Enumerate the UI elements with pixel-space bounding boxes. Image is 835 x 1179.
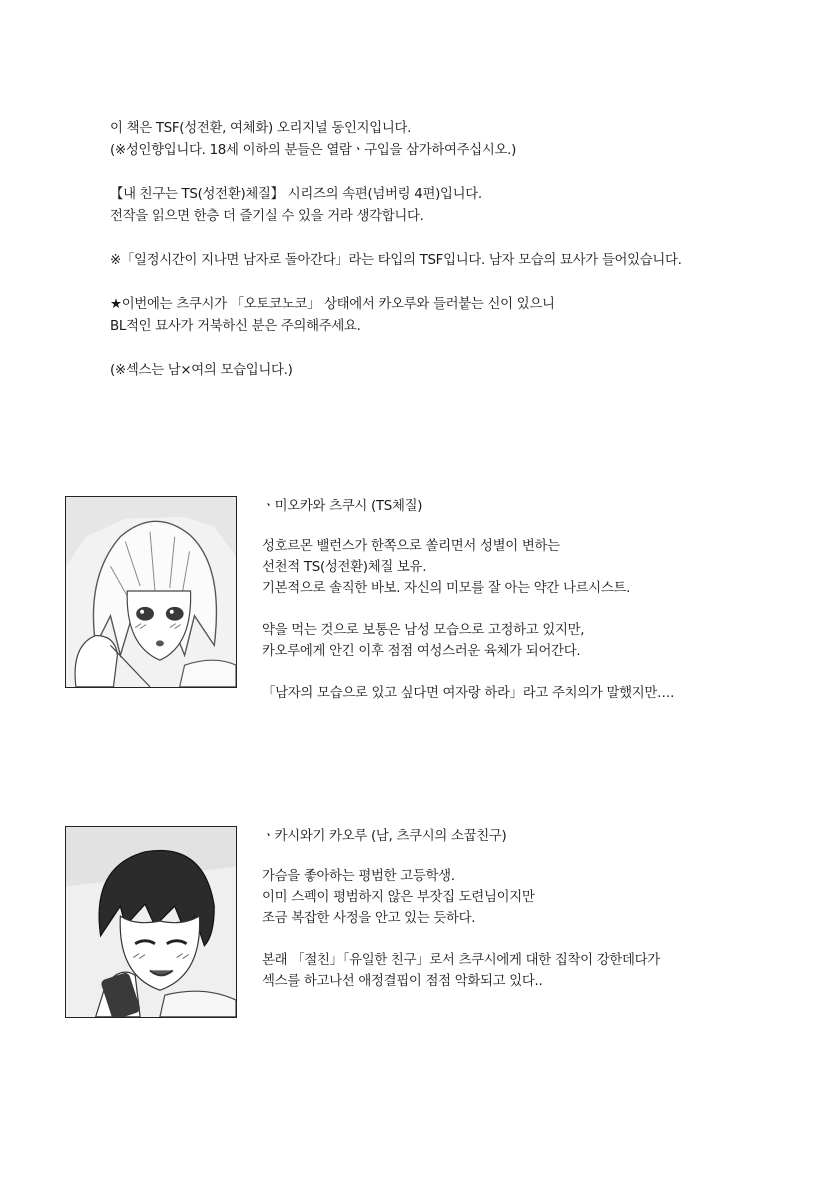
intro-line: 이 책은 TSF(성전환, 여체화) 오리지널 동인지입니다. bbox=[110, 121, 412, 136]
character-desc-line: 선천적 TS(성전환)체질 보유. bbox=[262, 560, 427, 575]
character-desc-line: 「남자의 모습으로 있고 싶다면 여자랑 하라」라고 주치의가 말했지만…. bbox=[262, 686, 675, 701]
character-info-tsukushi bbox=[262, 496, 782, 704]
character-desc-line: 이미 스펙이 평범하지 않은 부잣집 도련님이지만 bbox=[262, 890, 535, 905]
intro-line: ★이번에는 츠쿠시가 「오토코노코」 상태에서 카오루와 들러붙는 신이 있으니 bbox=[110, 297, 555, 312]
character-desc-line: 조금 복잡한 사정을 안고 있는 듯하다. bbox=[262, 911, 476, 926]
character-portrait-tsukushi bbox=[65, 496, 237, 688]
intro-notice bbox=[110, 118, 810, 382]
intro-line: ※「일정시간이 지나면 남자로 돌아간다」라는 타입의 TSF입니다. 남자 모습의 묘사가 들어있습니다. bbox=[110, 253, 682, 268]
intro-line: BL적인 묘사가 거북하신 분은 주의해주세요. bbox=[110, 319, 361, 334]
character-portrait-kaoru bbox=[65, 826, 237, 1018]
intro-line: 전작을 읽으면 한층 더 즐기실 수 있을 거라 생각합니다. bbox=[110, 209, 424, 224]
character-info-kaoru bbox=[262, 826, 782, 992]
intro-line: (※섹스는 남×여의 모습입니다.) bbox=[110, 363, 293, 378]
character-desc-line: 약을 먹는 것으로 보통은 남성 모습으로 고정하고 있지만, bbox=[262, 623, 585, 638]
character-desc-line: 성호르몬 밸런스가 한쪽으로 쏠리면서 성별이 변하는 bbox=[262, 539, 560, 554]
character-desc-line: 카오루에게 안긴 이후 점점 여성스러운 육체가 되어간다. bbox=[262, 644, 581, 659]
character-name: ㆍ미오카와 츠쿠시 (TS체질) bbox=[262, 499, 423, 514]
character-desc-line: 가슴을 좋아하는 평범한 고등학생. bbox=[262, 869, 455, 884]
character-desc-line: 기본적으로 솔직한 바보. 자신의 미모를 잘 아는 약간 나르시스트. bbox=[262, 581, 631, 596]
character-desc-line: 본래 「절친」「유일한 친구」로서 츠쿠시에게 대한 집착이 강한데다가 bbox=[262, 953, 660, 968]
character-name: ㆍ카시와기 카오루 (남, 츠쿠시의 소꿉친구) bbox=[262, 829, 507, 844]
intro-line: (※성인향입니다. 18세 이하의 분들은 열람ㆍ구입을 삼가하여주십시오.) bbox=[110, 143, 517, 158]
intro-line: 【내 친구는 TS(성전환)체질】 시리즈의 속편(넘버링 4편)입니다. bbox=[110, 187, 482, 202]
character-desc-line: 섹스를 하고나선 애정결핍이 점점 악화되고 있다.. bbox=[262, 974, 543, 989]
